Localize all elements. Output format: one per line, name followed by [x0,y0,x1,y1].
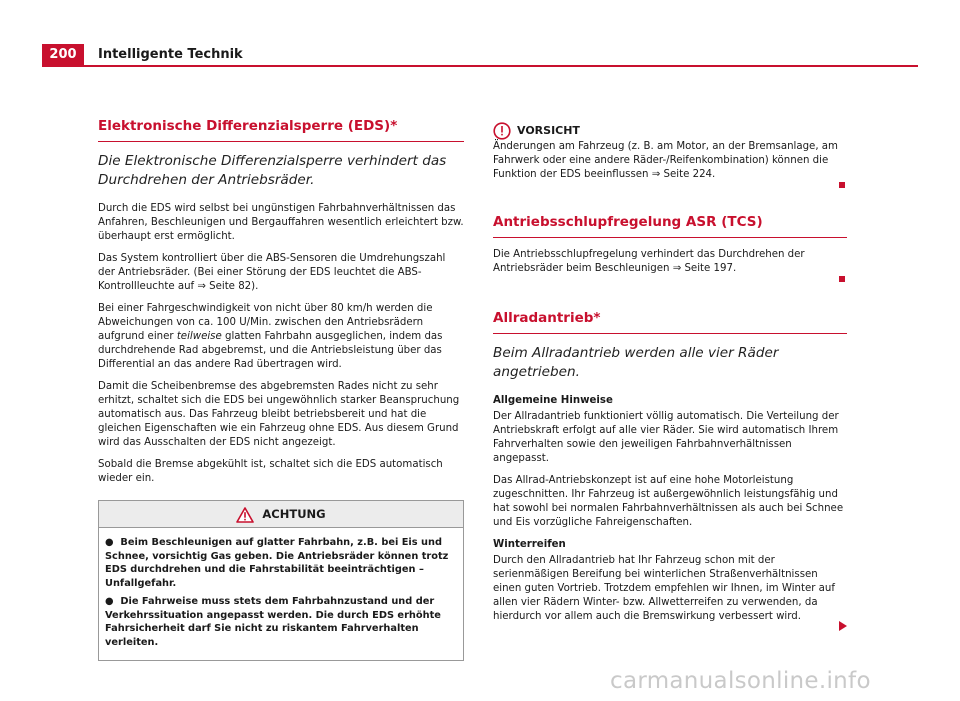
warning-header [99,501,463,528]
warning-body [99,528,463,660]
exclamation-circle-icon [493,122,511,140]
page-number: 200 [42,44,84,66]
lead-awd: Beim Allradantrieb werden alle vier Räder angetrieben. [493,345,779,380]
text-run: glatten Fahrbahn ausgeglichen, indem das durchdrehende Rad abgebremst, und die Antriebsleistung über das Differential an das andere Rad übertragen wird. [98,331,443,370]
warning-item [105,536,457,590]
section-awd [493,310,847,631]
chapter-title: Intelligente Technik [98,47,243,62]
section-title-eds: Elektronische Differenzialsperre (EDS)* [98,118,464,142]
bullet: ● [105,596,114,607]
paragraph: Sobald die Bremse abgekühlt ist, schaltet sich die EDS automatisch wieder ein. [98,459,443,484]
bullet: ● [105,537,114,548]
paragraph [98,302,464,372]
section-title-awd: Allradantrieb* [493,310,847,334]
left-column [98,118,464,661]
header-rule [42,65,918,67]
section-end-square-icon [839,182,845,188]
caution-title: VORSICHT [517,124,580,137]
section-end-square-icon [839,276,845,282]
right-column [493,122,847,631]
paragraph: Das Allrad-Antriebskonzept ist auf eine hohe Motorleistung zugeschnitten. Ihr Fahrzeug ist außergewöhnlich leistungsfähig und hat sowohl bei normalen Fahrbahnverhältnissen als auch bei Schnee und Eis vorzügliche Fahreigenschaften. [493,475,844,528]
subheading: Allgemeine Hinweise [493,395,613,406]
paragraph: Damit die Scheibenbremse des abgebremsten Rades nicht zu sehr erhitzt, schaltet sich die EDS bei ungewöhnlich starker Beanspruchung automatisch aus. Das Fahrzeug bleibt betriebsbereit und hat die gleichen Eigenschaften wie ein Fahrzeug ohne EDS. Aus diesem Grund wird das Ausschalten der EDS nicht angezeigt. [98,381,460,448]
paragraph: Der Allradantrieb funktioniert völlig automatisch. Die Verteilung der Antriebskraft erfolgt auf alle vier Räder. Sie wird automatisch Ihrem Fahrverhalten sowie den jeweiligen Fahrbahnverhältnissen angepasst. [493,411,839,464]
warning-item [105,595,457,649]
emphasis-text: teilweise [176,331,222,342]
lead-eds: Die Elektronische Differenzialsperre verhindert das Durchdrehen der Antriebsräder. [98,153,447,188]
subheading: Winterreifen [493,539,566,550]
warning-item-text: Die Fahrweise muss stets dem Fahrbahnzustand und der Verkehrssituation angepasst werden. Die durch EDS erhöhte Fahrsicherheit darf Sie nicht zu riskantem Fahrverhalten verleiten. [105,596,441,648]
paragraph: Durch die EDS wird selbst bei ungünstigen Fahrbahnverhältnissen das Anfahren, Beschleunigen und Bergauffahren wesentlich erleichtert bzw. überhaupt erst ermöglicht. [98,203,464,242]
paragraph: Die Antriebsschlupfregelung verhindert das Durchdrehen der Antriebsräder beim Beschleunigen ⇒ Seite 197. [493,249,805,274]
caution-header [493,122,847,140]
watermark: carmanualsonline.info [610,668,871,694]
paragraph: Durch den Allradantrieb hat Ihr Fahrzeug schon mit der serienmäßigen Bereifung bei winterlichen Straßenverhältnissen einen guten Vortrieb. Trotzdem empfehlen wir Ihnen, im Winter auf allen vier Rädern Winter- bzw. Allwetterreifen zu verwenden, da hierdurch vor allem auch die Bremswirkung verbessert wird. [493,555,835,622]
warning-item-text: Beim Beschleunigen auf glatter Fahrbahn, z.B. bei Eis und Schnee, vorsichtig Gas geben. Die Antriebsräder können trotz EDS durchdrehen und die Fahrstabilität beeinträchtigen – Unfallgefahr. [105,537,449,589]
section-title-asr: Antriebsschlupfregelung ASR (TCS) [493,214,847,238]
caution-text: Änderungen am Fahrzeug (z. B. am Motor, an der Bremsanlage, am Fahrwerk oder eine andere Räder-/Reifenkombination) können die Funktion der EDS beeinflussen ⇒ Seite 224. [493,141,838,180]
section-asr [493,214,847,282]
warning-title: ACHTUNG [262,507,326,521]
paragraph: Das System kontrolliert über die ABS-Sensoren die Umdrehungszahl der Antriebsräder. (Bei einer Störung der EDS leuchtet die ABS-Kontrollleuchte auf ⇒ Seite 82). [98,253,446,292]
continue-arrow-icon [839,621,847,631]
text-run: Bei einer Fahrgeschwindigkeit von nicht über 80 km/h werden die Abweichungen von ca. 100 U/Min. zwischen den Antriebsrädern aufgrund einer [98,303,433,342]
warning-triangle-icon [236,507,254,523]
warning-box [98,500,464,661]
